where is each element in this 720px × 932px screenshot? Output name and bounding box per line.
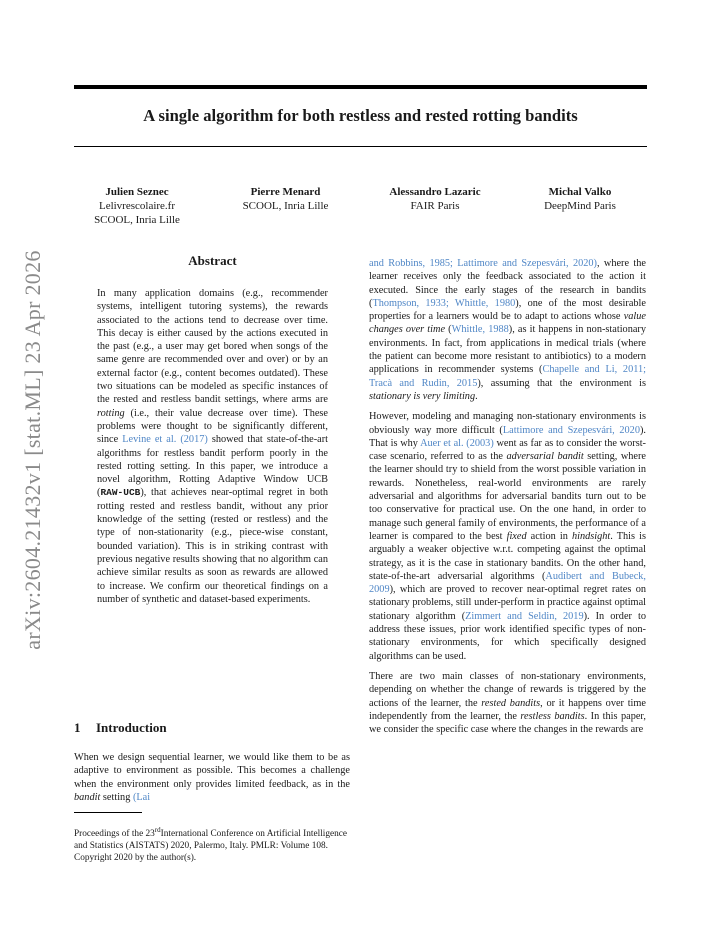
author-name: Michal Valko <box>548 186 612 198</box>
abstract-text: In many application domains (e.g., recommender systems, intelligent tutoring systems), the rewards associated to the actions tend to decrease over time. This decay is either caused by the actions executed in the past (e.g., a user may get bored when songs of the same genre are recommended over and over) or by an external factor (e.g., content becomes outdated). These two situations can be modeled as specific instances of the rested and restless bandit settings, where arms are rotting (i.e., their value decrease over time). These problems were thought to be significantly different, since Levine et al. (2017) showed that state-of-the-art algorithms for restless bandit perform poorly in the rested rotting setting. In this paper, we introduce a novel algorithm, Rotting Adaptive Window UCB (RAW-UCB), that achieves near-optimal regret in both rotting rested and restless bandit, without any prior knowledge of the setting (rested or restless) and the type of non-stationarity (e.g., piece-wise constant, bounded variation). This is in striking contrast with previous negative results showing that no algorithm can achieve similar results as soon as rewards are allowed to increase. We confirm our theoretical findings on a number of synthetic and dataset-based experiments. <box>97 288 329 605</box>
author-affiliation: SCOOL, Inria Lille <box>94 214 180 226</box>
citation-link[interactable]: Audibert and Bubeck, 2009 <box>369 570 646 596</box>
title-rule <box>74 146 647 147</box>
arxiv-stamp-text: arXiv:2604.21432v1 [stat.ML] 23 Apr 2026 <box>20 250 45 650</box>
right-column <box>369 257 646 743</box>
introduction-text: When we design sequential learner, we would like them to be as adaptive to environment as possible. This becomes a challenge when the environment only provides limited feedback, as in the bandit setting (Lai <box>74 752 350 803</box>
citation-link[interactable]: Lattimore and Szepesvári, 2020 <box>502 424 640 436</box>
citation-link[interactable]: and Robbins, 1985; Lattimore and Szepesvári, 2020) <box>369 258 597 269</box>
algorithm-name: RAW-UCB <box>100 487 141 499</box>
top-rule <box>74 85 647 89</box>
citation-link[interactable]: (Lai <box>132 791 151 803</box>
author-2 <box>228 185 343 213</box>
paragraph: However, modeling and managing non-stationary environments is obviously way more difficult (Lattimore and Szepesvári, 2020). That is why Auer et al. (2003) went as far as to consider the worst-case scenario, referred to as the adversarial bandit setting, where the learner should try to shield from the worst possible variation in rewards. Nonetheless, real-world environments are rarely adversarial and algorithms for adversarial bandits turn out to be too conservative for practical use. On the one hand, in order to manage such general family of environments, the performance of a learner is compared to the best fixed action in hindsight. This is arguably a weaker objective w.r.t. competing against the optimal strategy, as it is the case in stationary bandits. On the other hand, state-of-the-art adversarial algorithms (Audibert and Bubeck, 2009), which are proved to recover near-optimal regret rates on stationary problems, still under-perform in practice against optimal stationary algorithm (Zimmert and Seldin, 2019). In order to address these issues, prior work identified specific types of non-stationary environments, for which specifically designed algorithms can be used. <box>369 411 646 662</box>
citation-link[interactable]: Whittle, 1988 <box>451 324 509 336</box>
author-affiliation: Lelivrescolaire.fr <box>98 200 176 212</box>
author-affiliation: DeepMind Paris <box>544 200 616 212</box>
citation-link[interactable]: Zimmert and Seldin, 2019 <box>465 610 584 622</box>
author-affiliation: FAIR Paris <box>410 200 460 212</box>
citation-link[interactable]: Auer et al. (2003) <box>420 437 494 449</box>
paper-title: A single algorithm for both restless and rested rotting bandits <box>143 106 578 125</box>
author-name: Alessandro Lazaric <box>389 186 481 198</box>
abstract-heading: Abstract <box>188 253 237 268</box>
author-affiliation: SCOOL, Inria Lille <box>242 200 329 212</box>
section-heading-introduction: 1 Introduction <box>74 720 167 735</box>
author-4 <box>530 185 630 213</box>
footnote-rule <box>74 812 142 813</box>
author-name: Julien Seznec <box>105 186 169 198</box>
paragraph: and Robbins, 1985; Lattimore and Szepesvári, 2020), where the learner receives only the feedback associated to the action it executed. Since the early stages of the research in bandits (Thompson, 1933; Whittle, 1980), one of the most desirable properties for a learners would be to adapt to actions whose value changes over time (Whittle, 1988), as it happens in non-stationary environments. In fact, from applications in medical trials (where the patient can become more resistant to antibiotics) to a modern applications in recommender systems (Chapelle and Li, 2011; Tracà and Rudin, 2015), assuming that the environment is stationary is very limiting. <box>369 258 646 402</box>
citation-link[interactable]: Levine et al. (2017) <box>122 434 208 446</box>
footnote: Proceedings of the 23rdInternational Conference on Artificial Intelligence and Statistics (AISTATS) 2020, Palermo, Italy. PMLR: Volume 108. Copyright 2020 by the author(s). <box>74 825 348 863</box>
citation-link[interactable]: Thompson, 1933; Whittle, 1980 <box>372 297 516 309</box>
arxiv-stamp <box>18 250 48 650</box>
citation-link[interactable]: Chapelle and Li, 2011; Tracà and Rudin, 2015 <box>369 364 646 389</box>
author-1 <box>82 185 192 227</box>
author-name: Pierre Menard <box>250 186 321 198</box>
author-3 <box>371 185 499 213</box>
paragraph: There are two main classes of non-stationary environments, depending on whether the change of rewards is triggered by the actions of the learner, the rested bandits, or it happens over time independently from the learner, the restless bandits. In this paper, we consider the specific case where the changes in the rewards are <box>369 670 646 736</box>
